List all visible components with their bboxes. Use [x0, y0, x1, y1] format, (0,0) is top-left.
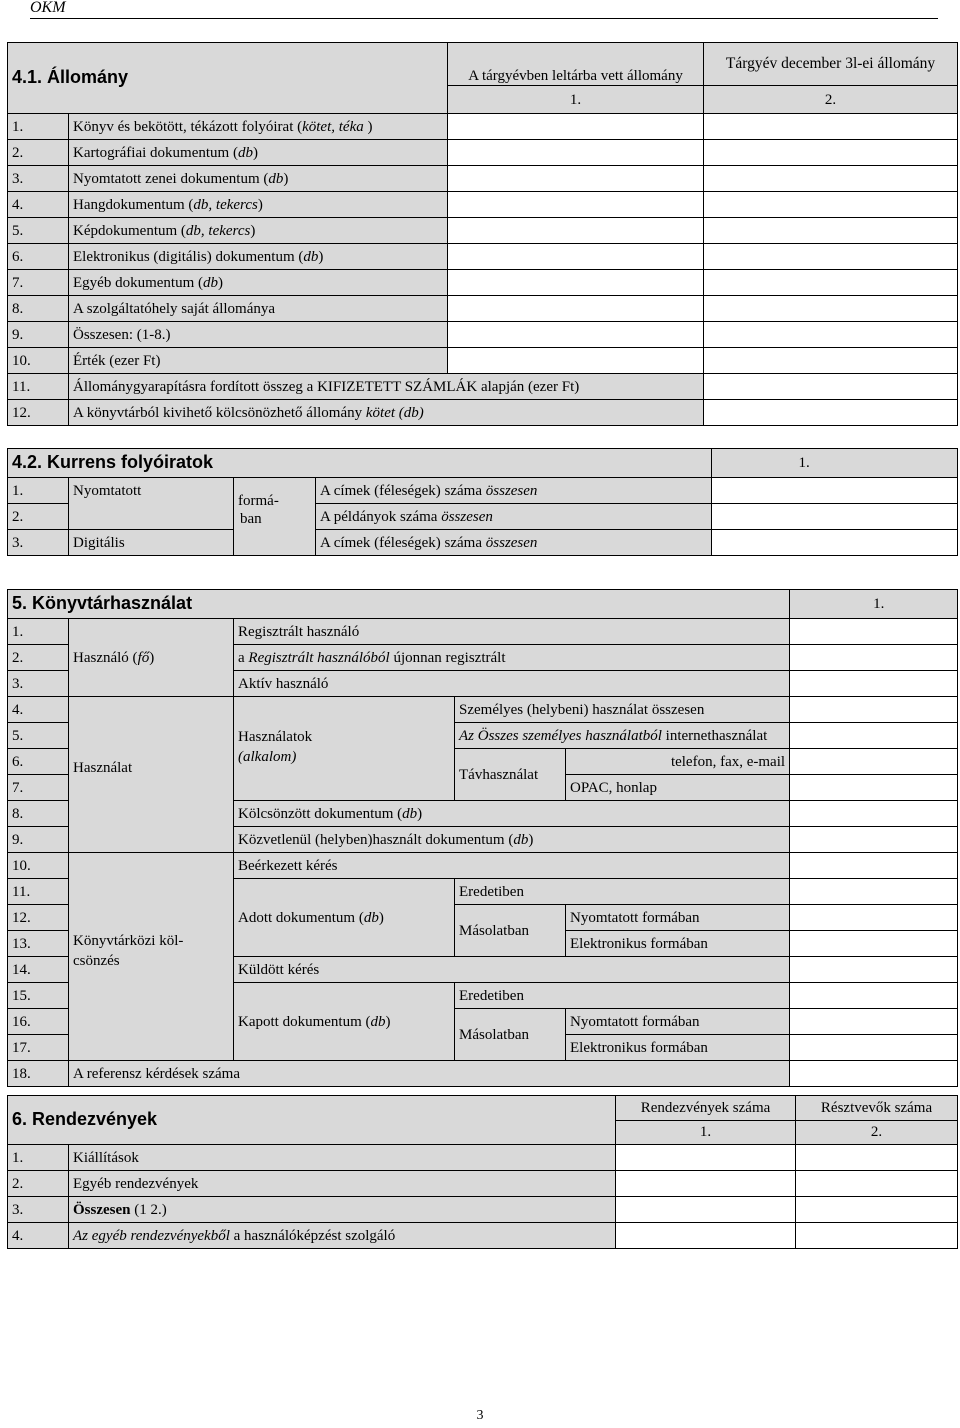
row-num: 17. — [8, 1035, 69, 1061]
table-allomany — [7, 42, 958, 426]
value-cell[interactable] — [790, 1035, 958, 1061]
value-cell[interactable] — [616, 1171, 796, 1197]
row-num: 9. — [8, 827, 69, 853]
row-label: Közvetlenül (helyben)használt dokumentum (db) — [234, 827, 790, 853]
value-cell[interactable] — [448, 322, 704, 348]
value-cell[interactable] — [704, 166, 958, 192]
table-row — [8, 166, 958, 192]
row-num: 4. — [8, 192, 69, 218]
label-nyomtatott: Nyomtatott — [69, 478, 234, 530]
value-cell[interactable] — [616, 1223, 796, 1249]
value-cell[interactable] — [796, 1145, 958, 1171]
row-label: Aktív használó — [234, 671, 790, 697]
table-header-row — [8, 43, 958, 86]
table-row — [8, 400, 958, 426]
row-num: 12. — [8, 905, 69, 931]
value-cell[interactable] — [790, 827, 958, 853]
value-cell[interactable] — [616, 1197, 796, 1223]
row-num: 7. — [8, 270, 69, 296]
value-cell[interactable] — [796, 1197, 958, 1223]
value-cell[interactable] — [790, 645, 958, 671]
row-label: Állománygyarapításra fordított összeg a KIFIZETETT SZÁMLÁK alapján (ezer Ft) — [69, 374, 704, 400]
row-label: Kiállítások — [69, 1145, 616, 1171]
label-hasznalat: Használat — [69, 697, 234, 853]
label-masolatban: Másolatban — [455, 1009, 566, 1061]
row-num: 5. — [8, 723, 69, 749]
row-label: Regisztrált használó — [234, 619, 790, 645]
label-tavhasznalat: Távhasználat — [455, 749, 566, 801]
row-label: Elektronikus formában — [566, 931, 790, 957]
row-label: A címek (féleségek) száma összesen — [316, 478, 712, 504]
label-kapott: Kapott dokumentum (db) — [234, 983, 455, 1061]
col-num-2: 2. — [704, 86, 958, 114]
value-cell[interactable] — [790, 957, 958, 983]
value-cell[interactable] — [790, 723, 958, 749]
row-num: 2. — [8, 140, 69, 166]
table-konyvtarhasznalat — [7, 589, 958, 1087]
header-rule — [30, 18, 938, 19]
row-num: 9. — [8, 322, 69, 348]
col-header-leltarba: A tárgyévben leltárba vett állomány — [448, 43, 704, 86]
section-title: 6. Rendezvények — [12, 1109, 158, 1129]
table-row — [8, 322, 958, 348]
row-num: 3. — [8, 1197, 69, 1223]
row-num: 6. — [8, 244, 69, 270]
value-cell[interactable] — [448, 140, 704, 166]
value-cell[interactable] — [448, 166, 704, 192]
row-num: 1. — [8, 619, 69, 645]
value-cell[interactable] — [704, 374, 958, 400]
value-cell[interactable] — [704, 244, 958, 270]
section-title: 5. Könyvtárhasználat — [12, 593, 193, 613]
value-cell[interactable] — [796, 1171, 958, 1197]
row-label: a Regisztrált használóból újonnan regisztrált — [234, 645, 790, 671]
row-num: 18. — [8, 1061, 69, 1087]
row-num: 4. — [8, 697, 69, 723]
label-formaban: formá- ban — [234, 478, 316, 556]
row-label: Eredetiben — [455, 983, 790, 1009]
table-row — [8, 296, 958, 322]
row-num: 8. — [8, 296, 69, 322]
header-title: OKM — [30, 0, 66, 16]
row-label: Kölcsönzött dokumentum (db) — [234, 801, 790, 827]
value-cell[interactable] — [704, 114, 958, 140]
row-label: Nyomtatott formában — [566, 905, 790, 931]
row-label: Az Összes személyes használatból internethasználat — [455, 723, 790, 749]
value-cell[interactable] — [790, 905, 958, 931]
label-masolatban: Másolatban — [455, 905, 566, 957]
col-num-1: 1. — [448, 86, 704, 114]
value-cell[interactable] — [616, 1145, 796, 1171]
row-label: Kartográfiai dokumentum (db) — [69, 140, 448, 166]
row-label: Képdokumentum (db, tekercs) — [69, 218, 448, 244]
table-row — [8, 114, 958, 140]
row-label: Az egyéb rendezvényekből a használóképzést szolgáló — [69, 1223, 616, 1249]
table-row — [8, 270, 958, 296]
row-num: 6. — [8, 749, 69, 775]
col-header-dec31: Tárgyév december 3l-ei állomány — [704, 43, 958, 86]
value-cell[interactable] — [790, 619, 958, 645]
row-num: 13. — [8, 931, 69, 957]
col-header-resztvevok: Résztvevők száma — [796, 1096, 958, 1121]
col-num-1: 1. — [795, 449, 958, 478]
row-label: OPAC, honlap — [566, 775, 790, 801]
row-num: 10. — [8, 853, 69, 879]
value-cell[interactable] — [790, 983, 958, 1009]
value-cell[interactable] — [448, 296, 704, 322]
row-label: Személyes (helybeni) használat összesen — [455, 697, 790, 723]
col-num-1: 1. — [616, 1120, 796, 1145]
row-num: 3. — [8, 530, 69, 556]
row-num: 11. — [8, 879, 69, 905]
row-num: 11. — [8, 374, 69, 400]
table-row — [8, 140, 958, 166]
value-cell[interactable] — [796, 1223, 958, 1249]
value-cell[interactable] — [704, 322, 958, 348]
label-hasznalatok: Használatok (alkalom) — [234, 697, 455, 801]
row-label: A szolgáltatóhely saját állománya — [69, 296, 448, 322]
value-cell[interactable] — [704, 400, 958, 426]
row-num: 1. — [8, 1145, 69, 1171]
row-label: A példányok száma összesen — [316, 504, 712, 530]
row-num: 2. — [8, 1171, 69, 1197]
value-cell[interactable] — [448, 114, 704, 140]
table-kurrens — [7, 448, 958, 556]
row-label: Nyomtatott zenei dokumentum (db) — [69, 166, 448, 192]
row-num: 1. — [8, 478, 69, 504]
value-cell[interactable] — [712, 504, 958, 530]
table-row — [8, 348, 958, 374]
row-num: 8. — [8, 801, 69, 827]
table-row — [8, 218, 958, 244]
value-cell[interactable] — [704, 296, 958, 322]
table-row — [8, 244, 958, 270]
row-label: telefon, fax, e-mail — [566, 749, 790, 775]
row-num: 5. — [8, 218, 69, 244]
value-cell[interactable] — [448, 192, 704, 218]
value-cell[interactable] — [790, 671, 958, 697]
page-number: 3 — [476, 1408, 484, 1423]
row-label: Eredetiben — [455, 879, 790, 905]
row-label: Küldött kérés — [234, 957, 790, 983]
col-num-2: 2. — [796, 1120, 958, 1145]
row-label: A címek (féleségek) száma összesen — [316, 530, 712, 556]
row-num: 15. — [8, 983, 69, 1009]
value-cell[interactable] — [790, 697, 958, 723]
row-num: 7. — [8, 775, 69, 801]
value-cell[interactable] — [704, 270, 958, 296]
label-konyvtarkozi: Könyvtárközi köl- csönzés — [69, 853, 234, 1061]
label-adott: Adott dokumentum (db) — [234, 879, 455, 957]
value-cell[interactable] — [790, 1009, 958, 1035]
table-rendezvenyek — [7, 1095, 958, 1249]
row-num: 3. — [8, 166, 69, 192]
row-label: Hangdokumentum (db, tekercs) — [69, 192, 448, 218]
value-cell[interactable] — [704, 218, 958, 244]
row-label: Nyomtatott formában — [566, 1009, 790, 1035]
row-label: Összesen: (1-8.) — [69, 322, 448, 348]
row-label: Elektronikus (digitális) dokumentum (db) — [69, 244, 448, 270]
row-num: 16. — [8, 1009, 69, 1035]
row-num: 12. — [8, 400, 69, 426]
value-cell[interactable] — [790, 1061, 958, 1087]
row-label: Egyéb dokumentum (db) — [69, 270, 448, 296]
row-label: Egyéb rendezvények — [69, 1171, 616, 1197]
col-header-rendezvenyek: Rendezvények száma — [616, 1096, 796, 1121]
row-num: 14. — [8, 957, 69, 983]
value-cell[interactable] — [790, 879, 958, 905]
value-cell[interactable] — [712, 478, 958, 504]
row-label: A referensz kérdések száma — [69, 1061, 790, 1087]
row-num: 1. — [8, 114, 69, 140]
value-cell[interactable] — [448, 270, 704, 296]
row-label: A könyvtárból kivihető kölcsönözhető állomány kötet (db) — [69, 400, 704, 426]
section-title: 4.2. Kurrens folyóiratok — [12, 452, 214, 472]
value-cell[interactable] — [704, 140, 958, 166]
row-label: Érték (ezer Ft) — [69, 348, 448, 374]
value-cell[interactable] — [704, 348, 958, 374]
value-cell[interactable] — [448, 218, 704, 244]
row-label: Összesen (1 2.) — [69, 1197, 616, 1223]
row-label: Elektronikus formában — [566, 1035, 790, 1061]
value-cell[interactable] — [448, 244, 704, 270]
value-cell[interactable] — [712, 530, 958, 556]
value-cell[interactable] — [790, 931, 958, 957]
row-num: 2. — [8, 645, 69, 671]
value-cell[interactable] — [790, 853, 958, 879]
row-num: 4. — [8, 1223, 69, 1249]
value-cell[interactable] — [704, 192, 958, 218]
row-num: 10. — [8, 348, 69, 374]
label-digitalis: Digitális — [69, 530, 234, 556]
row-label: Beérkezett kérés — [234, 853, 790, 879]
row-num: 2. — [8, 504, 69, 530]
value-cell[interactable] — [790, 801, 958, 827]
label-hasznalo: Használó (fő) — [69, 619, 234, 697]
row-label: Könyv és bekötött, tékázott folyóirat (kötet, téka ) — [69, 114, 448, 140]
value-cell[interactable] — [790, 775, 958, 801]
value-cell[interactable] — [448, 348, 704, 374]
col-num-1: 1. — [790, 590, 958, 619]
row-num: 3. — [8, 671, 69, 697]
section-title: 4.1. Állomány — [12, 67, 129, 87]
table-row — [8, 192, 958, 218]
table-row — [8, 374, 958, 400]
value-cell[interactable] — [790, 749, 958, 775]
